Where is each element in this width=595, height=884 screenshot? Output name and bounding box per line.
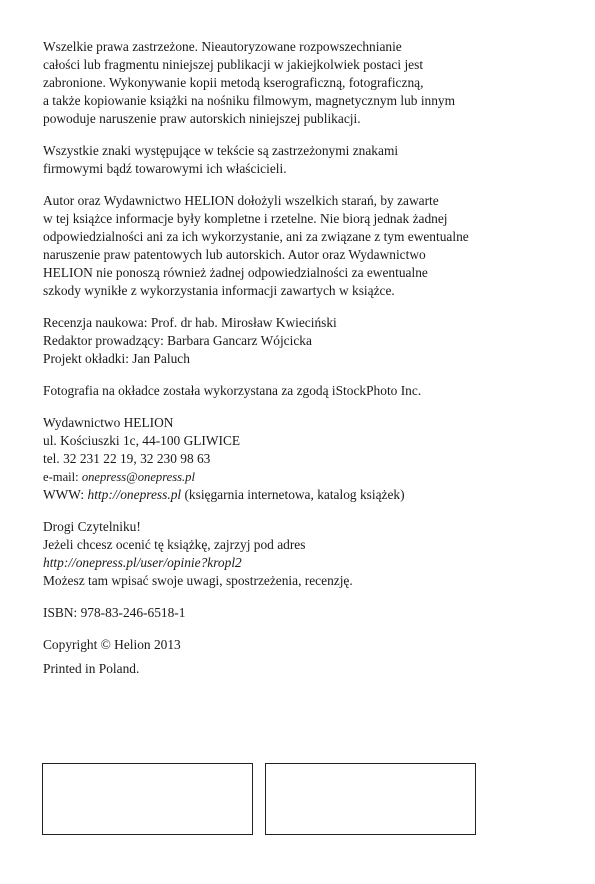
reader-note [43,518,563,590]
rights-notice [43,38,563,128]
publisher-email-line [43,468,563,486]
publisher-www-line [43,486,563,504]
credits [43,314,563,368]
text-line: zabronione. Wykonywanie kopii metodą kserograficzną, fotograficzną, [43,75,424,90]
text-line: HELION nie ponoszą również żadnej odpowiedzialności za ewentualne [43,265,428,280]
text-line: firmowymi bądź towarowymi ich właścicieli. [43,161,287,176]
publisher-address: ul. Kościuszki 1c, 44-100 GLIWICE [43,433,241,448]
liability-notice [43,192,563,300]
www-note: (księgarnia internetowa, katalog książek) [181,487,405,502]
photo-credit [43,382,563,400]
reader-line: Możesz tam wpisać swoje uwagi, spostrzeżenia, recenzję. [43,573,353,588]
text-line: całości lub fragmentu niniejszej publikacji w jakiejkolwiek postaci jest [43,57,424,72]
credit-reviewer: Recenzja naukowa: Prof. dr hab. Mirosław Kwieciński [43,315,337,330]
copyright-line: Copyright © Helion 2013 [43,637,181,652]
publisher-info [43,414,563,504]
copyright-block [43,636,563,654]
printed-block [43,660,563,678]
text-line: Fotografia na okładce została wykorzystana za zgodą iStockPhoto Inc. [43,383,422,398]
reader-greeting: Drogi Czytelniku! [43,519,141,534]
credit-editor: Redaktor prowadzący: Barbara Gancarz Wójcicka [43,333,312,348]
text-line: szkody wynikłe z wykorzystania informacji zawartych w książce. [43,283,395,298]
text-line: naruszenie praw patentowych lub autorskich. Autor oraz Wydawnictwo [43,247,426,262]
empty-box-left [42,763,253,835]
credit-cover: Projekt okładki: Jan Paluch [43,351,190,366]
printed-line: Printed in Poland. [43,661,140,676]
text-line: w tej książce informacje były kompletne i rzetelne. Nie biorą jednak żadnej [43,211,448,226]
text-line: odpowiedzialności ani za ich wykorzystanie, ani za związane z tym ewentualne [43,229,469,244]
trademarks-notice [43,142,563,178]
reader-line: Jeżeli chcesz ocenić tę książkę, zajrzyj pod adres [43,537,306,552]
text-line: Wszystkie znaki występujące w tekście są zastrzeżonymi znakami [43,143,399,158]
text-line: Wszelkie prawa zastrzeżone. Nieautoryzowane rozpowszechnianie [43,39,402,54]
isbn: ISBN: 978-83-246-6518-1 [43,605,186,620]
publisher-name: Wydawnictwo HELION [43,415,174,430]
copyright-page [43,38,563,692]
text-line: powoduje naruszenie praw autorskich niniejszej publikacji. [43,111,361,126]
opinion-link[interactable]: http://onepress.pl/user/opinie?kropl2 [43,555,242,570]
www-link[interactable]: http://onepress.pl [87,487,182,502]
text-line: a także kopiowanie książki na nośniku filmowym, magnetycznym lub innym [43,93,456,108]
www-label: WWW: [43,487,88,502]
publisher-tel: tel. 32 231 22 19, 32 230 98 63 [43,451,211,466]
isbn-block [43,604,563,622]
empty-box-right [265,763,476,835]
email-label: e-mail: [43,470,82,484]
text-line: Autor oraz Wydawnictwo HELION dołożyli wszelkich starań, by zawarte [43,193,439,208]
email-link[interactable]: onepress@onepress.pl [81,470,195,484]
